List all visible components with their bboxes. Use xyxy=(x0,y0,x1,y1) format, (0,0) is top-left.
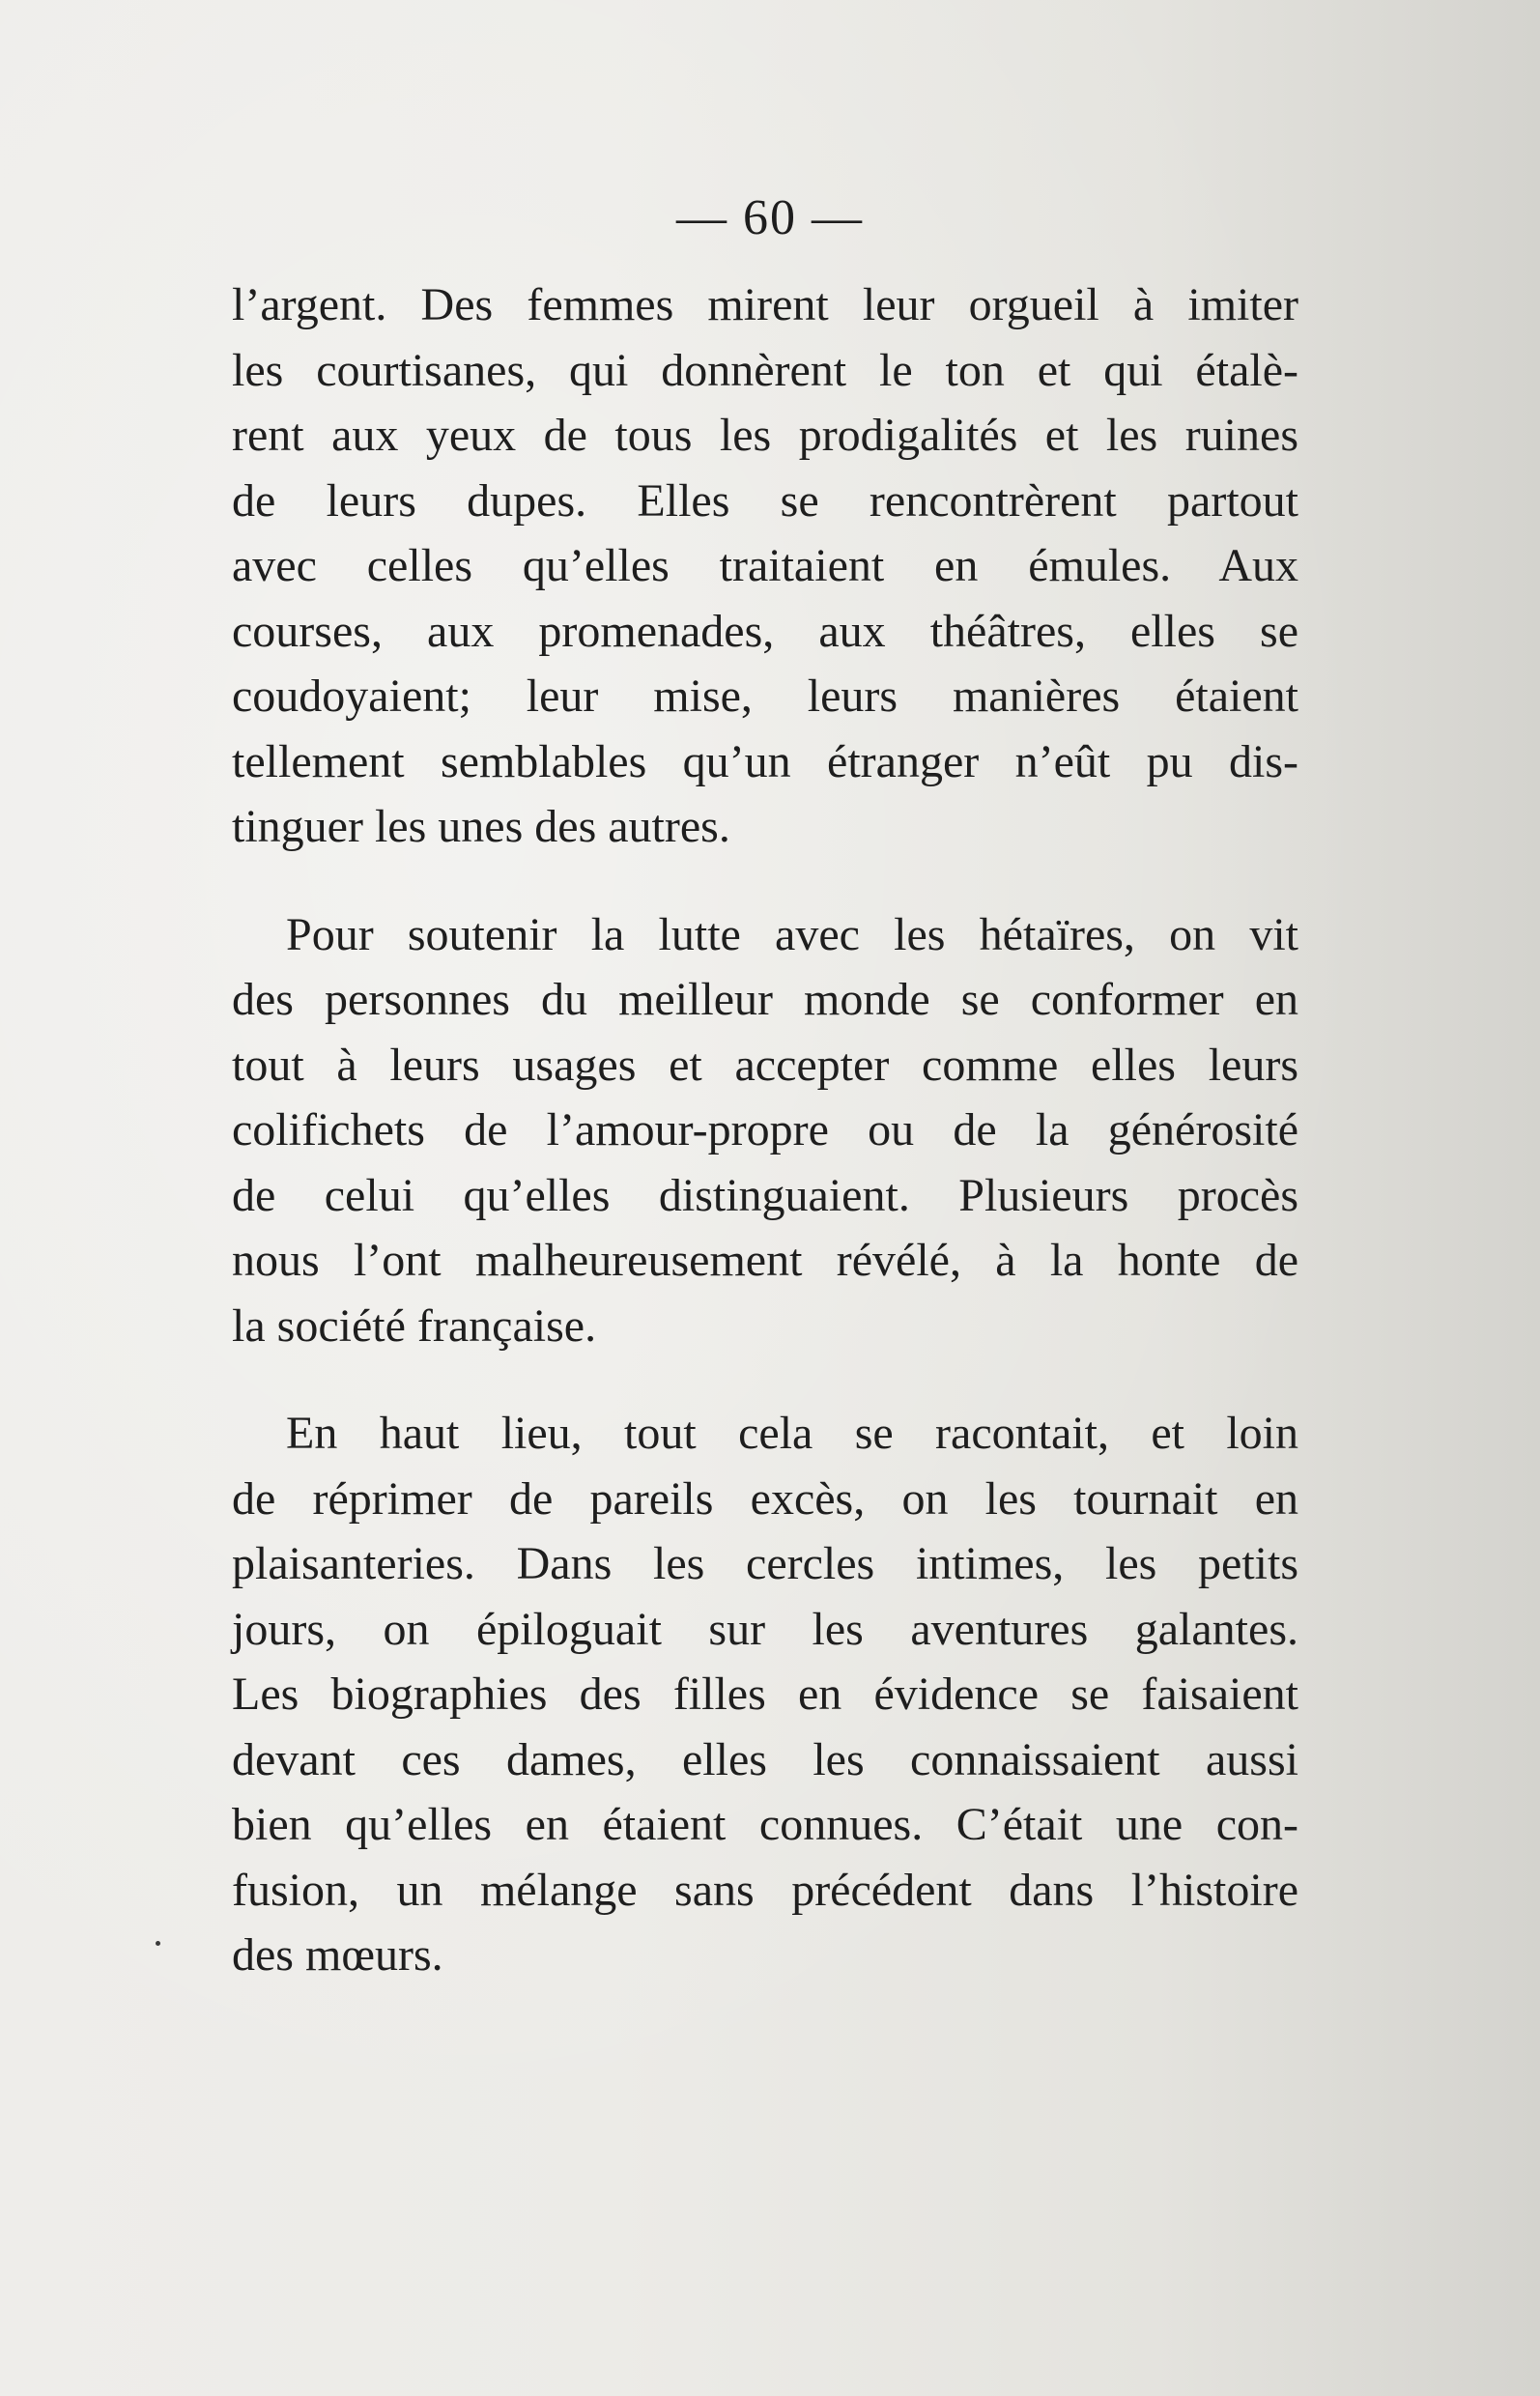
text-line: bien qu’elles en étaient connues. C’était une con- xyxy=(232,1799,1298,1850)
text-line: la société française. xyxy=(232,1299,597,1352)
text-line: nous l’ont malheureusement révélé, à la honte de xyxy=(232,1235,1298,1286)
text-line: En haut lieu, tout cela se racontait, et loin xyxy=(286,1408,1298,1459)
text-line: l’argent. Des femmes mirent leur orgueil à imiter xyxy=(232,279,1298,330)
text-line: tellement semblables qu’un étranger n’eût pu dis- xyxy=(232,735,1298,787)
text-line: rent aux yeux de tous les prodigalités et les ruines xyxy=(232,410,1298,461)
text-line: plaisanteries. Dans les cercles intimes, les petits xyxy=(232,1538,1298,1589)
text-line: Pour soutenir la lutte avec les hétaïres, on vit xyxy=(286,908,1298,960)
text-line: jours, on épiloguait sur les aventures galantes. xyxy=(232,1603,1298,1655)
text-line: coudoyaient; leur mise, leurs manières étaient xyxy=(232,670,1298,722)
text-line: colifichets de l’amour-propre ou de la générosité xyxy=(232,1104,1298,1155)
text-line: tout à leurs usages et accepter comme elles leurs xyxy=(232,1039,1298,1091)
text-line: de celui qu’elles distinguaient. Plusieurs procès xyxy=(232,1169,1298,1221)
text-line: devant ces dames, elles les connaissaient aussi xyxy=(232,1733,1298,1785)
text-line: de réprimer de pareils excès, on les tournait en xyxy=(232,1472,1298,1525)
paragraph-2 xyxy=(232,902,1298,1359)
text-line: les courtisanes, qui donnèrent le ton et qui étalè- xyxy=(232,344,1298,396)
text-line: des personnes du meilleur monde se conformer en xyxy=(232,974,1298,1025)
ink-speck xyxy=(156,1941,160,1946)
page-number: — 60 — xyxy=(676,190,864,245)
text-line: fusion, un mélange sans précédent dans l’histoire xyxy=(232,1864,1298,1916)
text-line: avec celles qu’elles traitaient en émules. Aux xyxy=(232,540,1298,591)
text-line: de leurs dupes. Elles se rencontrèrent partout xyxy=(232,474,1298,527)
text-line: Les biographies des filles en évidence se faisaient xyxy=(232,1669,1298,1720)
paragraph-3 xyxy=(232,1401,1298,1988)
text-line: des mœurs. xyxy=(232,1929,443,1981)
paragraph-1 xyxy=(232,272,1298,860)
body-text xyxy=(232,272,1298,2031)
text-line: courses, aux promenades, aux théâtres, elles se xyxy=(232,605,1298,657)
text-line: tinguer les unes des autres. xyxy=(232,801,730,852)
